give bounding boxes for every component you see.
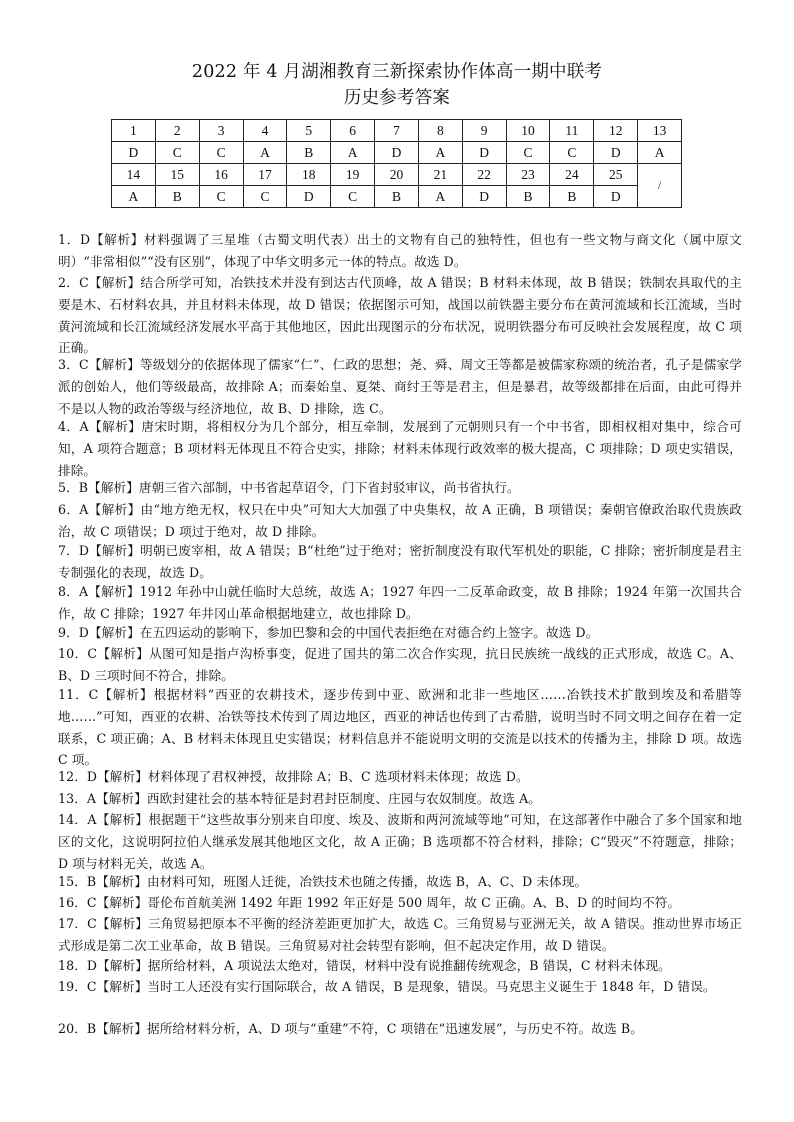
question-number-cell: 18 [287, 164, 331, 186]
question-number-cell: 25 [594, 164, 638, 186]
question-number-cell: 14 [112, 164, 156, 186]
explanation-19: 19．C【解析】当时工人还没有实行国际联合，故 A 错误，B 是现象，错误。马克思主义诞生于 1848 年，D 错误。 [58, 979, 716, 994]
answer-cell: C [550, 142, 594, 164]
answer-cell: C [199, 186, 243, 208]
answer-cell: B [287, 142, 331, 164]
question-number-cell: 24 [550, 164, 594, 186]
explanation-18: 18．D【解析】据所给材料，A 项说法太绝对，错误，材料中没有说推翻传统观念，B 错误，C 材料未体现。 [58, 958, 671, 973]
question-number-cell: 5 [287, 120, 331, 142]
question-number-cell: 19 [331, 164, 375, 186]
answer-cell: D [112, 142, 156, 164]
question-number-cell: 12 [594, 120, 638, 142]
question-number-cell: 13 [638, 120, 682, 142]
question-number-cell: 15 [155, 164, 199, 186]
explanation-14: 14．A【解析】根据题干“这些故事分别来自印度、埃及、波斯和两河流域等地”可知，在这部著作中融合了多个国家和地区的文化，这说明阿拉伯人继承发展其他地区文化，故 A 正确；B 选项都不符合材料，排除；C“毁灭”不符题意，排除；D 项与材料无关，故选 A。 [58, 812, 742, 871]
explanation-3: 3．C【解析】等级划分的依据体现了儒家“仁”、仁政的思想；尧、舜、周文王等都是被儒家称颂的统治者，孔子是儒家学派的创始人，他们等级最高，故排除 A；而秦始皇、夏桀、商纣王等是君主，但是暴君，故等级都排在后面，由此可得并不是以人物的政治等级与经济地位，故 B、D 排除，选 C。 [58, 357, 742, 416]
page-subtitle: 历史参考答案 [343, 88, 451, 108]
answer-cell: B [155, 186, 199, 208]
explanation-16: 16．C【解析】哥伦布首航美洲 1492 年距 1992 年正好是 500 周年，故 C 正确。A、B、D 的时间均不符。 [58, 895, 681, 910]
question-number-cell: 7 [375, 120, 419, 142]
question-number-cell: 23 [506, 164, 550, 186]
answer-cell: D [462, 186, 506, 208]
answer-cell: D [287, 186, 331, 208]
answer-cell: A [638, 142, 682, 164]
explanation-8: 8．A【解析】1912 年孙中山就任临时大总统，故选 A；1927 年四一二反革命政变，故 B 排除；1924 年第一次国共合作，故 C 排除；1927 年井冈山革命根据地建立，故也排除 D。 [58, 584, 742, 621]
explanation-13: 13．A【解析】西欧封建社会的基本特征是封君封臣制度、庄园与农奴制度。故选 A。 [58, 791, 541, 806]
explanation-15: 15．B【解析】由材料可知，班图人迁徙，冶铁技术也随之传播，故选 B，A、C、D 未体现。 [58, 874, 588, 889]
answer-row [112, 142, 682, 164]
answer-cell: B [550, 186, 594, 208]
answer-row [112, 186, 682, 208]
explanation-4: 4．A【解析】唐宋时期，将相权分为几个部分，相互牵制，发展到了元朝则只有一个中书省，即相权相对集中，综合可知，A 项符合题意；B 项材料无体现且不符合史实，排除；材料未体现行政效率的极大提高，C 项排除；D 项史实错误，排除。 [58, 419, 742, 478]
question-number-cell: 17 [243, 164, 287, 186]
question-number-cell: 20 [375, 164, 419, 186]
answer-cell: A [112, 186, 156, 208]
question-number-cell: 9 [462, 120, 506, 142]
empty-slash-cell: / [638, 164, 682, 208]
answer-cell: A [331, 142, 375, 164]
question-number-cell: 11 [550, 120, 594, 142]
explanation-10: 10．C【解析】从图可知是指卢沟桥事变，促进了国共的第二次合作实现，抗日民族统一战线的正式形成，故选 C。A、B、D 三项时间不符合，排除。 [58, 646, 742, 683]
explanation-7: 7．D【解析】明朝已废宰相，故 A 错误；B“杜绝”过于绝对；密折制度没有取代军机处的职能，C 排除；密折制度是君主专制强化的表现，故选 D。 [58, 543, 742, 580]
question-number-cell: 2 [155, 120, 199, 142]
answer-cell: D [462, 142, 506, 164]
question-number-cell: 21 [418, 164, 462, 186]
explanation-1: 1．D【解析】材料强调了三星堆（古蜀文明代表）出土的文物有自己的独特性，但也有一些文物与商文化（属中原文明）“非常相似”“没有区别”，体现了中华文明多元一体的特点。故选 D。 [58, 232, 742, 269]
question-number-row [112, 120, 682, 142]
explanation-20: 20．B【解析】据所给材料分析，A、D 项与“重建”不符，C 项错在“迅速发展”，与历史不符。故选 B。 [58, 1021, 643, 1036]
question-number-cell: 6 [331, 120, 375, 142]
question-number-cell: 3 [199, 120, 243, 142]
page-title: 2022 年 4 月湖湘教育三新探索协作体高一期中联考 [191, 62, 603, 82]
answer-cell: C [155, 142, 199, 164]
answer-cell: C [243, 186, 287, 208]
explanation-5: 5．B【解析】唐朝三省六部制，中书省起草诏令，门下省封驳审议，尚书省执行。 [58, 480, 520, 495]
explanation-6: 6．A【解析】由“地方绝无权，权只在中央”可知大大加强了中央集权，故 A 正确，B 项错误；秦朝官僚政治取代贵族政治，故 C 项错误；D 项过于绝对，故 D 排除。 [58, 502, 742, 539]
explanation-2: 2．C【解析】结合所学可知，冶铁技术并没有到达古代顶峰，故 A 错误；B 材料未体现，故 B 错误；铁制农具取代的主要是木、石材料农具，并且材料未体现，故 D 错误；依据图示可知，战国以前铁器主要分布在黄河流域和长江流域，当时黄河流域和长江流域经济发展水平高于其他地区，因此出现图示的分布状况，说明铁器分布可反映社会发展程度，故 C 项正确。 [58, 275, 742, 356]
question-number-cell: 16 [199, 164, 243, 186]
question-number-cell: 22 [462, 164, 506, 186]
answer-table [111, 119, 682, 208]
answer-cell: A [418, 142, 462, 164]
explanation-12: 12．D【解析】材料体现了君权神授，故排除 A；B、C 选项材料未体现；故选 D。 [58, 769, 529, 784]
answer-cell: A [418, 186, 462, 208]
answer-cell: C [199, 142, 243, 164]
question-number-cell: 10 [506, 120, 550, 142]
question-number-cell: 8 [418, 120, 462, 142]
explanation-17: 17．C【解析】三角贸易把原本不平衡的经济差距更加扩大，故选 C。三角贸易与亚洲无关，故 A 错误。推动世界市场正式形成是第二次工业革命，故 B 错误。三角贸易对社会转型有影响，但不起决定作用，故 D 错误。 [58, 916, 742, 953]
answer-cell: D [375, 142, 419, 164]
explanation-11: 11．C【解析】根据材料“西亚的农耕技术，逐步传到中亚、欧洲和北非一些地区……冶铁技术扩散到埃及和希腊等地……”可知，西亚的农耕、冶铁等技术传到了周边地区，西亚的神话也传到了古希腊，说明当时不同文明之间存在着一定联系，C 项正确；A、B 材料未体现且史实错误；材料信息并不能说明文明的交流是以技术的传播为主，排除 D 项。故选 C 项。 [58, 687, 742, 768]
question-number-cell: 1 [112, 120, 156, 142]
answer-cell: C [331, 186, 375, 208]
answer-cell: D [594, 142, 638, 164]
answer-cell: B [506, 186, 550, 208]
answer-cell: A [243, 142, 287, 164]
question-number-row [112, 164, 682, 186]
answer-cell: B [375, 186, 419, 208]
answer-cell: C [506, 142, 550, 164]
answer-cell: D [594, 186, 638, 208]
question-number-cell: 4 [243, 120, 287, 142]
explanation-9: 9．D【解析】在五四运动的影响下，参加巴黎和会的中国代表拒绝在对德合约上签字。故选 D。 [58, 625, 599, 640]
